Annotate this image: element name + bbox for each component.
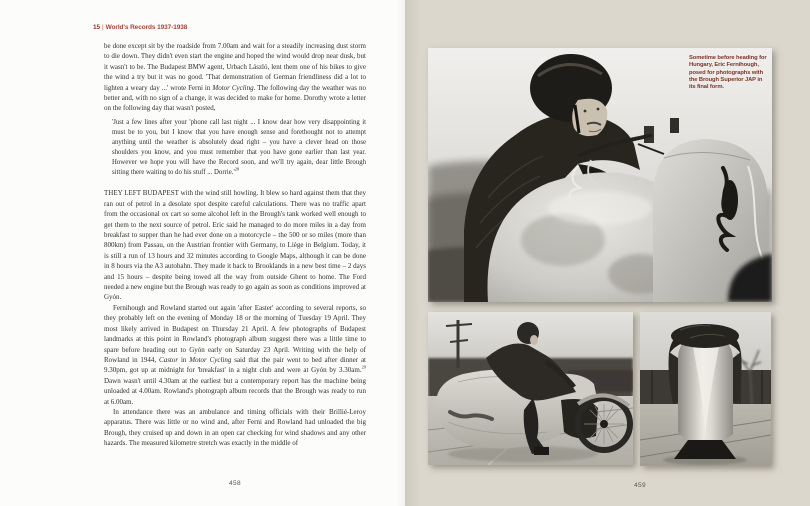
paragraph: Fernihough and Rowland started out again 'after Easter' according to several reports, so they probably left on the evening of Monday 18 or the morning of Tuesday 19 April. They most likely arrived in Budapest on Thursday 21 April. A few photographs of Budapest landmarks at this point in Rowland's photograph album suggest there was a little time to spare before heading out to Gyón early on Saturday 23 April. Writing with the help of Rowland in 1944, Castor in Motor Cycling said that the pair went to bed after dinner at 9.30pm, got up at midnight for 'breakfast' in a night club and were at Gyón by 3.30am.$^{29}$ Dawn wasn't until 4.30am at the earliest but a contemporary report has the machine being unloaded at 4.00am. Rowland's photograph album records that the Brough was ready to run at 6.00am. [104,303,366,406]
header-divider: | [102,24,104,31]
chapter-header [93,24,187,31]
page-number-right: 459 [633,482,647,489]
page-right [405,0,810,506]
paragraph: THEY LEFT BUDAPEST with the wind still howling. It blew so hard against them that they ran out of petrol in a desolate spot despite careful calculations. There was no traffic apart from the occasional ox cart so some alcohol left in the Brough's tank worked well enough to get them to the next source of petrol. Eric said he managed to do more miles in a day from breakfast to supper than he had ever done on a motorcycle – the 500 or so miles (more than 800km) from Passau, on the Austrian frontier with Germany, to Liège in Belgium. Today, it is still a run of 13 hours and 32 minutes according to Google Maps, although it can be done in 8 hours via the A3 autobahn. They made it back to Brooklands in a new best time – 2 days and 15 hours – despite being towed all the way from outside Ghent to home. The Ford needed a new engine but the Brough was ready to go again as soon as conditions improved at Gyón. [104,189,366,302]
page-number-left: 458 [228,480,242,487]
paragraph: In attendance there was an ambulance and timing officials with their Brillié-Leroy apparatus. There was little or no wind and, after Ferni and Rowland had unloaded the big Brough, they cruised up and down in an open car checking for wind shadows and any other hazards. The measured kilometre stretch was exactly in the middle of [104,407,366,448]
paragraph: 'Just a few lines after your 'phone call last night ... I know dear how very disappointing it must be to you, but I know that you have enough sense and forethought not to attempt anything until the weather is absolutely dead right – you have a clever head on those shoulders you know, and you must remember that you have gone earlier than last year. However we hope you will have the Record soon, and we'll try again, dear little Brough sitting there waiting to do his stuff ... $Dorrie.'^{28}$ [112,118,366,177]
photo-caption: Sometime before heading for Hungary, Eric Fernihough, posed for photographs with the Brough Superior JAP in its final form. [689,55,767,91]
body-paragraphs [104,41,366,449]
photo-tail-fairing-rear [640,312,771,466]
chapter-title: World's Records 1937-1938 [105,24,188,31]
chapter-number: 15 [93,24,101,31]
photo-fernihough-large [428,48,772,302]
photo-streamliner-side [428,312,633,465]
paragraph: be done except sit by the roadside from 7.00am and wait for a steadily increasing dust storm to die down. They didn't even start the engine and hoped the wind would drop near dusk, but it wasn't to be. The Budapest BMW agent, Urbach László, lent them one of his bikes to give the wind a try but it was no good. 'That demonstration of German friendliness did a lot to lighten a weary day ...' wrote Ferni in Motor Cycling. The following day the weather was no better and, with no sign of a change, it was decided to make for home. Dorothy wrote a letter on the following day that wasn't posted, [104,42,366,113]
